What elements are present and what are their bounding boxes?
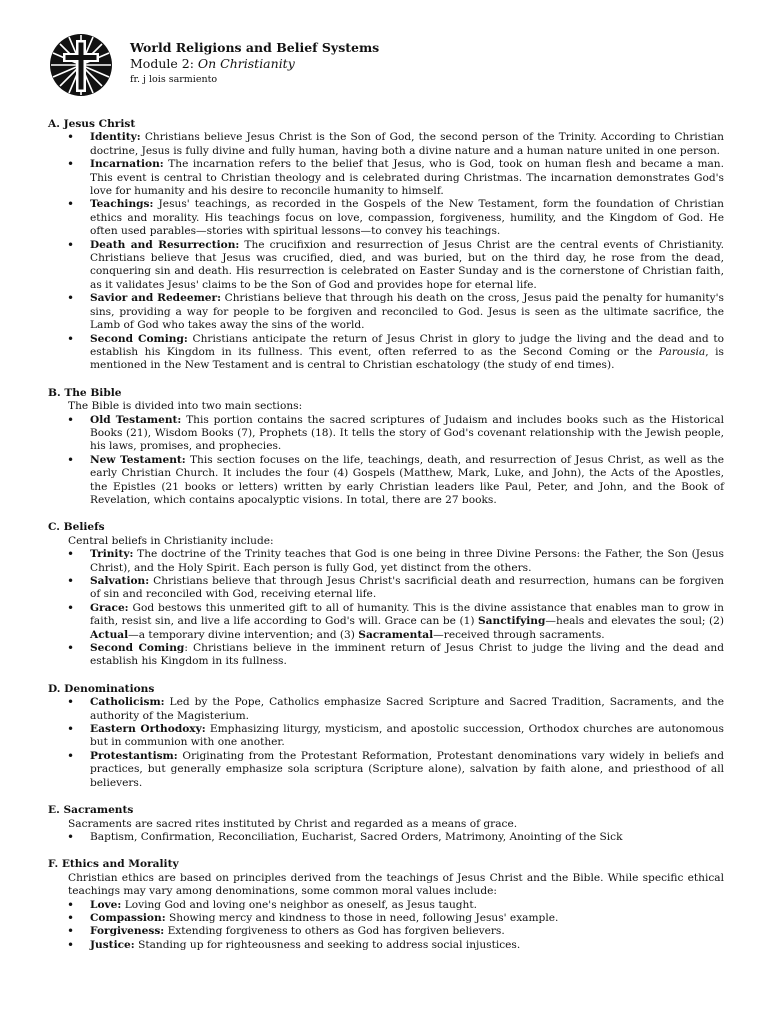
bullet-list [48,899,724,953]
section-heading: A. Jesus Christ [48,118,136,130]
list-item [48,131,724,158]
item-term: Second Coming: [90,332,188,345]
bullet-list [48,548,724,669]
item-term: Incarnation: [90,158,164,171]
author-name: fr. j lois sarmiento [130,74,218,85]
document-body [48,118,724,966]
item-term: Savior and Redeemer: [90,292,222,305]
item-italic-term: Parousia [658,345,706,358]
bullet-list [48,414,724,508]
list-item [48,750,724,790]
section-heading: E. Sacraments [48,804,134,817]
module-name: On Christianity [197,56,295,71]
list-item [48,548,724,575]
bullet-list [48,131,724,372]
item-term: Salvation: [90,575,150,587]
item-term: Grace: [90,601,129,614]
item-text: —received through sacraments. [433,628,605,641]
list-item [48,414,724,454]
item-text: Jesus' teachings, as recorded in the Gospels of the New Testament, form the foundation of Christian ethics and morality. His teachings focus on love, compassion, forgiveness, humility, and the Kingdom of God. He often used parables—stories with spiritual lessons—to convey his teachings. [90,198,724,238]
item-term: Compassion: [90,911,166,924]
item-text: Christians believe that through Jesus Christ's sacrificial death and resurrection, humans can be forgiven of sin and reconciled with God, receiving eternal life. [90,575,724,601]
section-intro: Central beliefs in Christianity include: [68,534,274,547]
section-intro: Christian ethics are based on principles derived from the teachings of Jesus Christ and the Bible. While specific ethical teachings may vary among denominations, some common moral values include: [68,871,724,898]
item-text: Standing up for righteousness and seeking to address social injustices. [134,938,521,951]
item-text: —a temporary divine intervention; and (3) [128,628,359,641]
item-text: The incarnation refers to the belief that Jesus, who is God, took on human flesh and became a man. This event is central to Christian theology and is celebrated during Christmas. The incarnation demonstrates God's love for humanity and his desire to reconcile humanity to himself. [90,158,724,198]
item-text: Loving God and loving one's neighbor as oneself, as Jesus taught. [121,898,477,911]
header-text [130,40,550,87]
item-text: Christians believe Jesus Christ is the Son of God, the second person of the Trinity. According to Christian doctrine, Jesus is fully divine and fully human, having both a divine nature and a human nature united in one person. [90,131,724,157]
item-term: Catholicism: [90,696,165,709]
item-term: Sacramental [358,628,434,641]
item-text: God bestows this unmerited gift to all of humanity. This is the divine assistance that enables man to grow in faith, resist sin, and live a life according to God's will. Grace can be (1) [90,601,724,628]
list-item [48,899,724,912]
bullet-list [48,831,724,844]
item-term: Justice: [90,938,135,951]
section-heading: D. Denominations [48,682,155,695]
section-ethics-and-morality [48,858,724,952]
item-term: Death and Resurrection: [90,238,240,251]
section-intro: The Bible is divided into two main sections: [68,400,303,413]
item-text: Christians anticipate the return of Jesus Christ in glory to judge the living and the dead and to establish his Kingdom in its fullness. This event, often referred to as the Second Coming or the [90,332,724,358]
section-jesus-christ [48,118,724,373]
bullet-list [48,696,724,790]
item-text: Extending forgiveness to others as God has forgiven believers. [164,925,505,938]
section-sacraments [48,804,724,844]
item-text: Showing mercy and kindness to those in need, following Jesus' example. [165,911,559,924]
section-heading: B. The Bible [48,386,122,399]
item-term: Love: [90,898,122,911]
list-item [48,602,724,642]
item-text: Led by the Pope, Catholics emphasize Sacred Scripture and Sacred Tradition, Sacraments, and the authority of the Magisterium. [90,696,724,722]
item-text: : Christians believe in the imminent return of Jesus Christ to judge the living and the dead and establish his Kingdom in its fullness. [90,642,724,668]
item-text: This section focuses on the life, teachings, death, and resurrection of Jesus Christ, as well as the early Christian Church. It includes the four (4) Gospels (Matthew, Mark, Luke, and John), the Acts of the Apostles, the Epistles (21 books or letters) written by early Christian leaders like Paul, Peter, and John, and the Book of Revelation, which contains apocalyptic visions. In total, there are 27 books. [90,453,724,506]
list-item [48,925,724,938]
cross-logo-icon [48,32,114,98]
item-term: Sanctifying [477,615,546,628]
section-the-bible [48,387,724,508]
item-term: Second Coming [90,642,185,655]
item-text: The doctrine of the Trinity teaches that God is one being in three Divine Persons: the Father, the Son (Jesus Christ), and the Holy Spirit. Each person is fully God, yet distinct from the others. [90,548,724,574]
item-term: Trinity: [90,548,134,561]
list-item [48,292,724,332]
section-heading: C. Beliefs [48,521,105,534]
item-term: New Testament: [90,453,186,466]
item-term: Forgiveness: [90,925,165,938]
section-beliefs [48,521,724,668]
item-text: This portion contains the sacred scriptures of Judaism and includes books such as the Historical Books (21), Wisdom Books (7), Prophets (18). It tells the story of God's covenant relationship with the Jewish people, his laws, promises, and prophecies. [90,413,724,453]
item-text: , is mentioned in the New Testament and is central to Christian eschatology (the study of end times). [90,345,724,372]
item-term: Old Testament: [90,413,182,426]
module-subtitle [130,56,550,72]
item-term: Eastern Orthodoxy: [90,723,206,736]
item-text: Christians believe that through his death on the cross, Jesus paid the penalty for humanity's sins, providing a way for people to be forgiven and reconciled to God. Jesus is seen as the ultimate sacrifice, the Lamb of God who takes away the sins of the world. [90,292,724,332]
item-term: Actual [90,628,129,641]
module-prefix: Module 2: [130,56,198,71]
list-item [48,333,724,373]
section-heading: F. Ethics and Morality [48,858,179,871]
item-text: Emphasizing liturgy, mysticism, and apostolic succession, Orthodox churches are autonomous but in communion with one another. [90,723,724,749]
list-item [48,723,724,750]
item-text: Baptism, Confirmation, Reconciliation, Eucharist, Sacred Orders, Matrimony, Anointing of the Sick [90,830,623,843]
list-item [48,831,724,844]
list-item [48,575,724,602]
list-item [48,939,724,952]
item-term: Teachings: [90,198,154,211]
section-denominations [48,683,724,790]
list-item [48,239,724,293]
list-item [48,696,724,723]
list-item [48,912,724,925]
list-item [48,454,724,508]
list-item [48,642,724,669]
section-intro: Sacraments are sacred rites instituted by Christ and regarded as a means of grace. [68,817,518,830]
item-text: The crucifixion and resurrection of Jesus Christ are the central events of Christianity. Christians believe that Jesus was crucified, died, and was buried, but on the third day, he rose from the dead, conquering sin and death. His resurrection is celebrated on Easter Sunday and is the cornerstone of Christian faith, as it validates Jesus' claims to be the Son of God and provides hope for eternal life. [90,238,724,291]
item-text: —heals and elevates the soul; (2) [545,615,724,628]
item-text: Originating from the Protestant Reformation, Protestant denominations vary widely in beliefs and practices, but generally emphasize sola scriptura (Scripture alone), salvation by faith alone, and priesthood of all believers. [90,749,724,789]
document-title: World Religions and Belief Systems [130,40,380,55]
item-term: Identity: [90,131,141,144]
item-term: Protestantism: [90,749,178,762]
list-item [48,198,724,238]
list-item [48,158,724,198]
